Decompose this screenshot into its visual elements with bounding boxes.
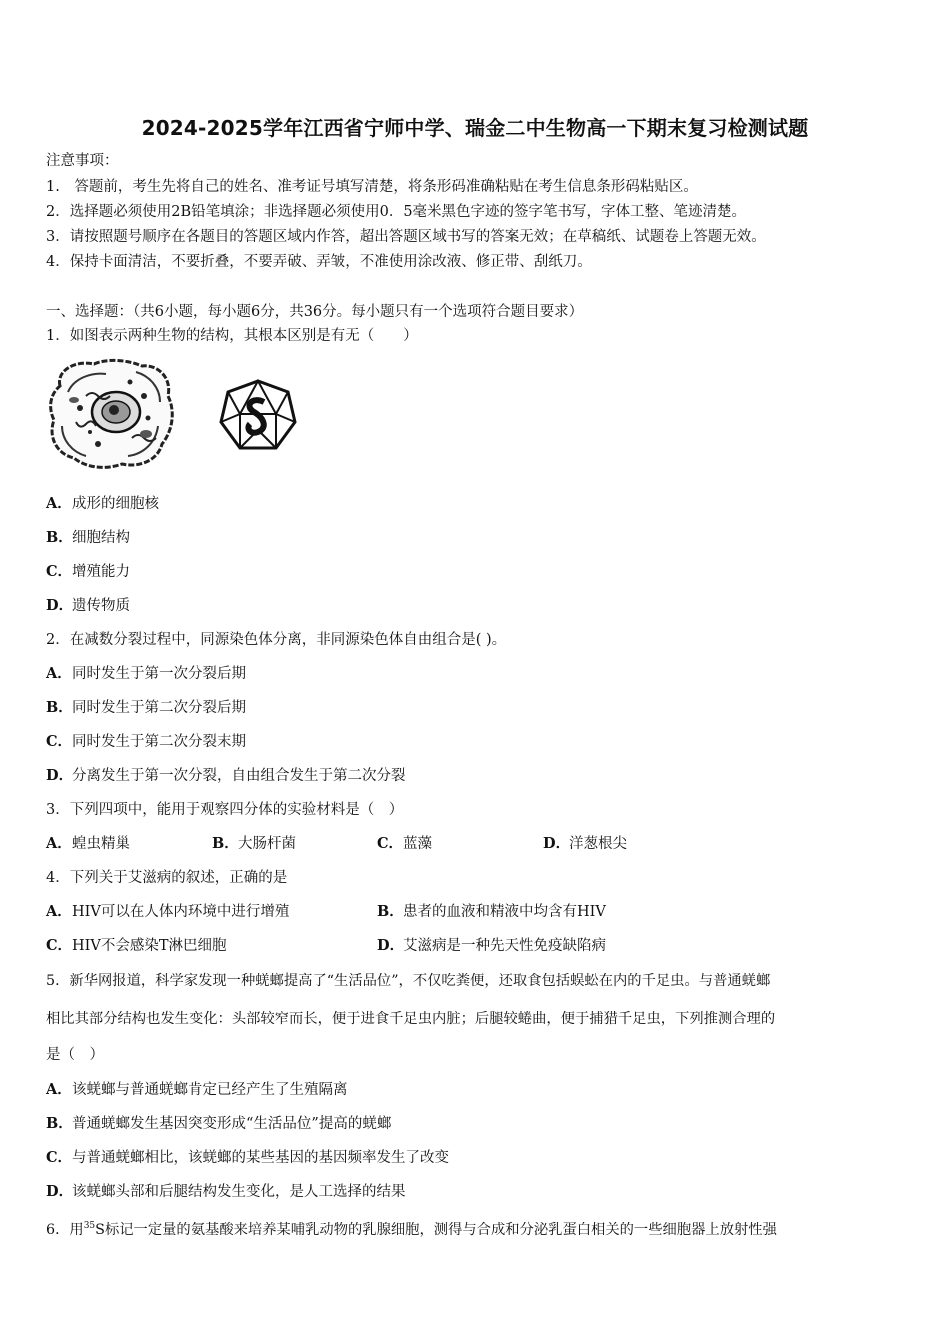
q3-option-c: C．蓝藻: [377, 835, 432, 852]
q3-option-a: A．蝗虫精巢: [46, 835, 130, 852]
question-5-stem-line: 相比其部分结构也发生变化：头部较窄而长，便于进食千足虫内脏；后腿较蜷曲，便于捕猎千足虫，下列推测合理的: [46, 1011, 776, 1027]
question-2-stem: 2．在减数分裂过程中，同源染色体分离，非同源染色体自由组合是( )。: [46, 632, 507, 648]
q2-option-a: A．同时发生于第一次分裂后期: [46, 665, 246, 682]
notice-item: 2．选择题必须使用2B铅笔填涂；非选择题必须使用0．5毫米黑色字迹的签字笔书写，字体工整、笔迹清楚。: [46, 204, 747, 220]
question-5-stem-line: 是（ ）: [46, 1047, 104, 1063]
q5-option-b: B．普通蜣螂发生基因突变形成“生活品位”提高的蜣螂: [46, 1115, 392, 1132]
q1-option-a: A．成形的细胞核: [46, 495, 159, 512]
q3-option-d: D．洋葱根尖: [543, 835, 627, 852]
q4-option-b: B．患者的血液和精液中均含有HIV: [377, 903, 606, 920]
q4-option-d: D．艾滋病是一种先天性免疫缺陷病: [377, 937, 606, 954]
q3-option-b: B．大肠杆菌: [212, 835, 296, 852]
q1-option-b: B．细胞结构: [46, 529, 130, 546]
animal-cell-figure: [46, 356, 176, 471]
question-5-stem-line: 5．新华网报道，科学家发现一种蜣螂提高了“生活品位”，不仅吃粪便，还取食包括蜈蚣在内的千足虫。与普通蜣螂: [46, 973, 771, 989]
notice-heading: 注意事项：: [46, 153, 119, 169]
q5-option-a: A．该蜣螂与普通蜣螂肯定已经产生了生殖隔离: [46, 1081, 348, 1098]
q5-option-c: C．与普通蜣螂相比，该蜣螂的某些基因的基因频率发生了改变: [46, 1149, 449, 1166]
q1-option-d: D．遗传物质: [46, 597, 130, 614]
question-6-stem: 6．用$^{35}$S标记一定量的氨基酸来培养某哺乳动物的乳腺细胞，测得与合成和分泌乳蛋白相关的一些细胞器上放射性强: [46, 1221, 777, 1238]
q4-option-c: C．HIV不会感染T淋巴细胞: [46, 937, 227, 954]
question-1-stem: 1．如图表示两种生物的结构，其根本区别是有无（ ）: [46, 328, 418, 344]
q2-option-d: D．分离发生于第一次分裂，自由组合发生于第二次分裂: [46, 767, 406, 784]
q4-option-a: A．HIV可以在人体内环境中进行增殖: [46, 903, 290, 920]
virus-figure: [218, 378, 298, 452]
section-heading: 一、选择题：（共6小题，每小题6分，共36分。每小题只有一个选项符合题目要求）: [46, 304, 584, 320]
notice-item: 1. 答题前，考生先将自己的姓名、准考证号填写清楚，将条形码准确粘贴在考生信息条形码粘贴区。: [46, 179, 698, 195]
question-4-stem: 4．下列关于艾滋病的叙述，正确的是: [46, 870, 288, 886]
q2-option-c: C．同时发生于第二次分裂末期: [46, 733, 246, 750]
page-title: 2024-2025学年江西省宁师中学、瑞金二中生物高一下期末复习检测试题: [141, 116, 809, 140]
notice-item: 4．保持卡面清洁，不要折叠，不要弄破、弄皱，不准使用涂改液、修正带、刮纸刀。: [46, 254, 592, 270]
q1-option-c: C．增殖能力: [46, 563, 130, 580]
question-3-stem: 3．下列四项中，能用于观察四分体的实验材料是（ ）: [46, 802, 404, 818]
notice-item: 3．请按照题号顺序在各题目的答题区域内作答，超出答题区域书写的答案无效；在草稿纸、试题卷上答题无效。: [46, 229, 766, 245]
q2-option-b: B．同时发生于第二次分裂后期: [46, 699, 246, 716]
q5-option-d: D．该蜣螂头部和后腿结构发生变化，是人工选择的结果: [46, 1183, 406, 1200]
